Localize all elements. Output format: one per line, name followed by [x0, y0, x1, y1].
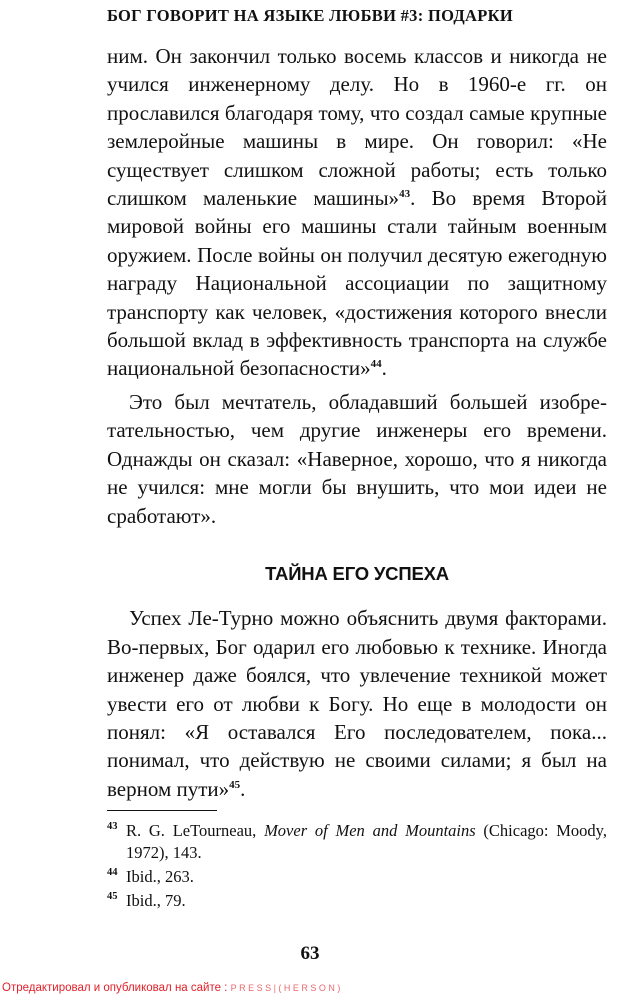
page-number: 63	[300, 943, 320, 964]
paragraph	[107, 604, 607, 803]
footnote-mark: 43	[107, 821, 118, 832]
paragraph	[107, 42, 607, 383]
footnote-details: (Chicago: Moody, 1972), 143.	[126, 821, 607, 862]
paragraph: Это был мечтатель, обладавший большей изобретательностью, чем другие инженеры его времени. Однажды он сказал: «Наверное, хорошо, что я никогда не учился: мне могли бы внушить, что мои идеи не сработают».	[107, 389, 607, 528]
footnotes	[107, 820, 607, 914]
footnote-divider	[107, 810, 217, 811]
footnote	[107, 890, 607, 912]
footnote-mark: 45	[107, 891, 118, 902]
footnote	[107, 820, 607, 864]
paragraph-text: .	[240, 776, 246, 801]
running-head: БОГ ГОВОРИТ НА ЯЗЫКЕ ЛЮБВИ #3: ПОДАРКИ	[106, 6, 514, 25]
footnote-reference: 44	[370, 358, 382, 371]
footnote-text: Ibid., 263.	[126, 867, 194, 886]
footnote-reference: 43	[399, 187, 411, 200]
section-heading: ТАЙНА ЕГО УСПЕХА	[265, 562, 449, 584]
paragraph-text: ним. Он закончил только восемь классов и никогда не учился инженерному делу. Но в 1960-е гг. он прославился благодаря тому, что создал самые крупные землеройные машины в мире. Он говорил: «Не существует слишком сложной работы; есть только слишком маленькие машины»	[107, 44, 607, 211]
paragraph-text: Успех Ле-Турно можно объяснить двумя факторами. Во-первых, Бог одарил его любовью к технике. Иногда инженер даже боялся, что увлечение техникой может увести его от любви к Богу. Но еще в молодости он понял: «Я оставался Его последователем, пока... понимал, что действую не своими силами; я был на верном пути»	[107, 606, 607, 801]
footnote-book-title: Mover of Men and Mountains	[264, 821, 476, 840]
footnote-mark: 44	[107, 867, 118, 878]
footnote-reference: 45	[229, 778, 241, 791]
footnote	[107, 866, 607, 888]
footnote-author: R. G. LeTourneau,	[126, 821, 265, 840]
watermark-text: Отредактировал и опубликовал на сайте :	[2, 982, 231, 994]
footnote-text	[126, 820, 607, 864]
paragraph-text: . Во время Второй мировой войны его машины стали тайным военным оружием. После войны он получил десятую ежегодную награду Национальной ассоциации по защитному транспорту как человек, «достижения которого внесли большой вклад в эффективность транспорта на службе национальной безопасности»	[107, 186, 607, 381]
footnote-text: Ibid., 79.	[126, 891, 186, 910]
paragraph-text: .	[381, 356, 387, 381]
body-text	[107, 42, 607, 803]
watermark-site: PRESS|(HERSON)	[230, 983, 343, 993]
watermark	[2, 982, 618, 994]
